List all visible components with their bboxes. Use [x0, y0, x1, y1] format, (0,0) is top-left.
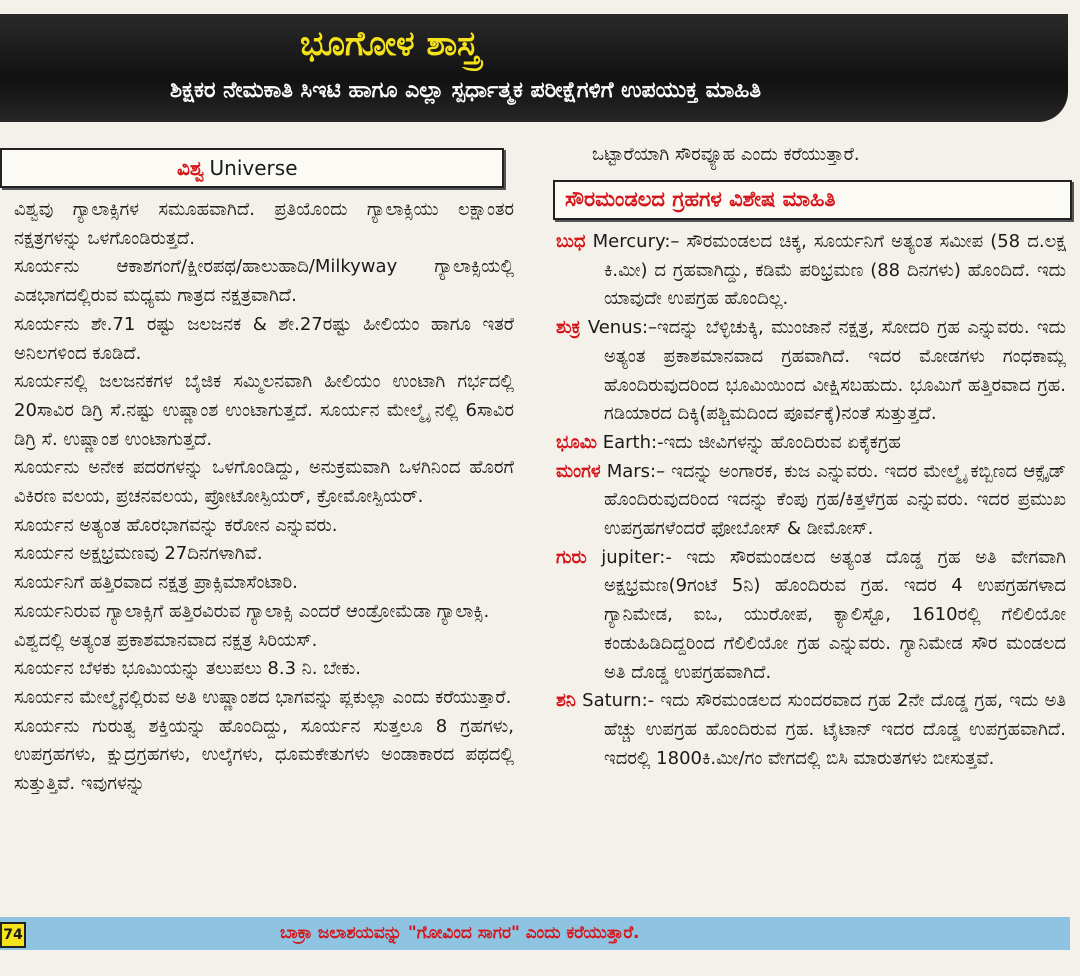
footer-fact: ಬಾಕ್ರಾ ಜಲಾಶಯವನ್ನು "ಗೋವಿಂದ ಸಾಗರ" ಎಂದು ಕರೆಯುತ್ತಾರೆ. [280, 923, 640, 943]
paragraph: ಸೂರ್ಯನು ಶೇ.71 ರಷ್ಟು ಜಲಜನಕ & ಶೇ.27ರಷ್ಟು ಹೀಲಿಯಂ ಹಾಗೂ ಇತರೆ ಅನಿಲಗಳಿಂದ ಕೂಡಿದೆ. [14, 313, 514, 364]
planet-description: jupiter:- ಇದು ಸೌರಮಂಡಲದ ಅತ್ಯಂತ ದೊಡ್ಡ ಗ್ರಹ ಅತಿ ವೇಗವಾಗಿ ಅಕ್ಷಭ್ರಮಣ(9ಗಂಟೆ 5ನಿ) ಹೊಂದಿರುವ ಗ್ರಹ. ಇದರ 4 ಉಪಗ್ರಹಗಳಾದ ಗ್ಯಾನಿಮೇಡ, ಐಒ, ಯುರೋಪ, ಕ್ಯಾಲಿಸ್ಟೊ, 1610ರಲ್ಲಿ ಗೆಲಿಲಿಯೋ ಕಂಡುಹಿಡಿದಿದ್ದರಿಂದ ಗೆಲಿಲಿಯೋ ಗ್ರಹ ಎನ್ನುವರು. ಗ್ಯಾನಿಮೇಡ ಸೌರ ಮಂಡಲದ ಅತಿ ದೊಡ್ಡ ಉಪಗ್ರಹವಾಗಿದೆ. [601, 546, 1066, 683]
header-banner [0, 14, 1068, 122]
universe-heading [0, 148, 504, 188]
planet-name-kannada: ಬುಧ [556, 231, 586, 252]
solar-heading [553, 180, 1072, 220]
page-subtitle: ಶಿಕ್ಷಕರ ನೇಮಕಾತಿ ಸಿಇಟಿ ಹಾಗೂ ಎಲ್ಲಾ ಸ್ಪರ್ಧಾತ್ಮಕ ಪರೀಕ್ಷೆಗಳಿಗೆ ಉಪಯುಕ್ತ ಮಾಹಿತಿ [170, 78, 762, 103]
paragraph: ಸೂರ್ಯನು ಗುರುತ್ವ ಶಕ್ತಿಯನ್ನು ಹೊಂದಿದ್ದು, ಸೂರ್ಯನ ಸುತ್ತಲೂ 8 ಗ್ರಹಗಳು, ಉಪಗ್ರಹಗಳು, ಕ್ಷುದ್ರಗ್ರಹಗಳು, ಉಲ್ಕೆಗಳು, ಧೂಮಕೇತುಗಳು ಅಂಡಾಕಾರದ ಪಥದಲ್ಲಿ ಸುತ್ತುತ್ತಿವೆ. ಇವುಗಳನ್ನು [14, 715, 514, 795]
planet-entry-mars [556, 458, 1066, 544]
planet-description: Mars:– ಇದನ್ನು ಅಂಗಾರಕ, ಕುಜ ಎನ್ನುವರು. ಇದರ ಮೇಲ್ಮೈ ಕಬ್ಬಿಣದ ಆಕ್ಸೈಡ್ ಹೊಂದಿರುವುದರಿಂದ ಇದನ್ನು ಕೆಂಪು ಗ್ರಹ/ಕಿತ್ತಳೆಗ್ರಹ ಎನ್ನುವರು. ಇದರ ಪ್ರಮುಖ ಉಪಗ್ರಹಗಳೆಂದರೆ ಫೋಬೋಸ್ & ಡೀಮೋಸ್. [604, 460, 1066, 540]
planet-entry-jupiter [556, 544, 1066, 688]
paragraph: ಸೂರ್ಯನು ಅನೇಕ ಪದರಗಳನ್ನು ಒಳಗೊಂಡಿದ್ದು, ಅನುಕ್ರಮವಾಗಿ ಒಳಗಿನಿಂದ ಹೊರಗೆ ವಿಕಿರಣ ವಲಯ, ಪ್ರಚನವಲಯ, ಪ್ರೋಟೋಸ್ಪಿಯರ್, ಕ್ರೋಮೋಸ್ಪಿಯರ್. [14, 457, 514, 508]
solar-system-column [556, 141, 1066, 170]
solar-heading-text: ಸೌರಮಂಡಲದ ಗ್ರಹಗಳ ವಿಶೇಷ ಮಾಹಿತಿ [565, 187, 836, 211]
planet-description: Earth:-ಇದು ಜೀವಿಗಳನ್ನು ಹೊಂದಿರುವ ಏಕೈಕಗ್ರಹ [602, 431, 901, 453]
planet-name-kannada: ಭೂಮಿ [556, 431, 597, 453]
paragraph: ಸೂರ್ಯನಿಗೆ ಹತ್ತಿರವಾದ ನಕ್ಷತ್ರ ಪ್ರಾಕ್ಸಿಮಾಸೆಂಟಾರಿ. [14, 572, 298, 594]
planet-name-kannada: ಶುಕ್ರ [556, 317, 581, 339]
paragraph: ಸೂರ್ಯನಲ್ಲಿ ಜಲಜನಕಗಳ ಬೈಜಿಕ ಸಮ್ಮಿಲನವಾಗಿ ಹೀಲಿಯಂ ಉಂಟಾಗಿ ಗರ್ಭದಲ್ಲಿ 20ಸಾವಿರ ಡಿಗ್ರಿ ಸೆ.ನಷ್ಟು ಉಷ್ಣಾಂಶ ಉಂಟಾಗುತ್ತದೆ. ಸೂರ್ಯನ ಮೇಲ್ಮೈ ನಲ್ಲಿ 6ಸಾವಿರ ಡಿಗ್ರಿ ಸೆ. ಉಷ್ಣಾಂಶ ಉಂಟಾಗುತ್ತದೆ. [14, 371, 514, 450]
paragraph: ಸೂರ್ಯನ ಮೇಲ್ಮೈನಲ್ಲಿರುವ ಅತಿ ಉಷ್ಣಾಂಶದ ಭಾಗವನ್ನು ಪ್ಲಕುಲ್ಲಾ ಎಂದು ಕರೆಯುತ್ತಾರೆ. [14, 686, 512, 708]
paragraph: ವಿಶ್ವವು ಗ್ಯಾಲಾಕ್ಸಿಗಳ ಸಮೂಹವಾಗಿದೆ. ಪ್ರತಿಯೊಂದು ಗ್ಯಾಲಾಕ್ಸಿಯು ಲಕ್ಷಾಂತರ ನಕ್ಷತ್ರಗಳನ್ನು ಒಳಗೊಂಡಿರುತ್ತದೆ. [14, 199, 514, 249]
planet-description: Saturn:- ಇದು ಸೌರಮಂಡಲದ ಸುಂದರವಾದ ಗ್ರಹ 2ನೇ ದೊಡ್ಡ ಗ್ರಹ, ಇದು ಅತಿ ಹೆಚ್ಚು ಉಪಗ್ರಹ ಹೊಂದಿರುವ ಗ್ರಹ. ಟೈಟಾನ್ ಇದರ ದೊಡ್ಡ ಉಪಗ್ರಹವಾಗಿದೆ. ಇದರಲ್ಲಿ 1800ಕಿ.ಮೀ/ಗಂ ವೇಗದಲ್ಲಿ ಬಿಸಿ ಮಾರುತಗಳು ಬೀಸುತ್ತವೆ. [582, 690, 1066, 769]
paragraph: ಸೂರ್ಯನ ಬೆಳಕು ಭೂಮಿಯನ್ನು ತಲುಪಲು 8.3 ನಿ. ಬೇಕು. [14, 658, 361, 680]
universe-heading-kannada: ವಿಶ್ವ [177, 156, 205, 180]
continuation-text: ಒಟ್ಟಾರೆಯಾಗಿ ಸೌರವ್ಯೂಹ ಎಂದು ಕರೆಯುತ್ತಾರೆ. [592, 144, 860, 165]
planet-name-kannada: ಮಂಗಳ [556, 460, 601, 482]
paragraph: ಸೂರ್ಯನಿರುವ ಗ್ಯಾಲಾಕ್ಸಿಗೆ ಹತ್ತಿರವಿರುವ ಗ್ಯಾಲಾಕ್ಸಿ ಎಂದರೆ ಆಂಡ್ರೋಮೆಡಾ ಗ್ಯಾಲಾಕ್ಸಿ. [14, 600, 490, 622]
paragraph: ಸೂರ್ಯನು ಆಕಾಶಗಂಗೆ/ಕ್ಷೀರಪಥ/ಹಾಲುಹಾದಿ/Milkyway ಗ್ಯಾಲಾಕ್ಸಿಯಲ್ಲಿ ಎಡಭಾಗದಲ್ಲಿರುವ ಮಧ್ಯಮ ಗಾತ್ರದ ನಕ್ಷತ್ರವಾಗಿದೆ. [14, 256, 514, 307]
page-title: ಭೂಗೋಳ ಶಾಸ್ತ್ರ [300, 24, 480, 64]
paragraph: ವಿಶ್ವದಲ್ಲಿ ಅತ್ಯಂತ ಪ್ರಕಾಶಮಾನವಾದ ನಕ್ಷತ್ರ ಸಿರಿಯಸ್. [14, 629, 318, 651]
planet-entry-saturn [556, 687, 1066, 773]
paragraph: ಸೂರ್ಯನ ಅಕ್ಷಭ್ರಮಣವು 27ದಿನಗಳಾಗಿವೆ. [14, 543, 263, 565]
footer-banner [0, 917, 1070, 950]
universe-column [14, 196, 514, 799]
planet-description: Mercury:– ಸೌರಮಂಡಲದ ಚಿಕ್ಕ, ಸೂರ್ಯನಿಗೆ ಅತ್ಯಂತ ಸಮೀಪ (58 ದ.ಲಕ್ಷ ಕಿ.ಮೀ) ದ ಗ್ರಹವಾಗಿದ್ದು, ಕಡಿಮೆ ಪರಿಭ್ರಮಣ (88 ದಿನಗಳು) ಹೊಂದಿದೆ. ಇದು ಯಾವುದೇ ಉಪಗ್ರಹ ಹೊಂದಿಲ್ಲ. [592, 231, 1066, 310]
planet-name-kannada: ಶನಿ [556, 690, 576, 712]
planet-list [556, 228, 1066, 773]
universe-heading-english: Universe [209, 156, 298, 180]
paragraph: ಸೂರ್ಯನ ಅತ್ಯಂತ ಹೊರಭಾಗವನ್ನು ಕರೋನ ಎನ್ನುವರು. [14, 514, 338, 536]
planet-entry-mercury [556, 228, 1066, 314]
planet-description: Venus:–ಇದನ್ನು ಬೆಳ್ಳಿಚುಕ್ಕಿ, ಮುಂಜಾನೆ ನಕ್ಷತ್ರ, ಸೋದರಿ ಗ್ರಹ ಎನ್ನುವರು. ಇದು ಅತ್ಯಂತ ಪ್ರಕಾಶಮಾನವಾದ ಗ್ರಹವಾಗಿದೆ. ಇದರ ಮೋಡಗಳು ಗಂಧಕಾಮ್ಲ ಹೊಂದಿರುವುದರಿಂದ ಭೂಮಿಯಿಂದ ವೀಕ್ಷಿಸಬಹುದು. ಭೂಮಿಗೆ ಹತ್ತಿರವಾದ ಗ್ರಹ. ಗಡಿಯಾರದ ದಿಕ್ಕಿ(ಪಶ್ಚಿಮದಿಂದ ಪೂರ್ವಕ್ಕೆ)ನಂತೆ ಸುತ್ತುತ್ತದೆ. [587, 317, 1066, 425]
planet-entry-earth [556, 429, 1066, 458]
page-number: 74 [0, 922, 26, 948]
planet-name-kannada: ಗುರು [556, 546, 587, 568]
planet-entry-venus [556, 314, 1066, 429]
